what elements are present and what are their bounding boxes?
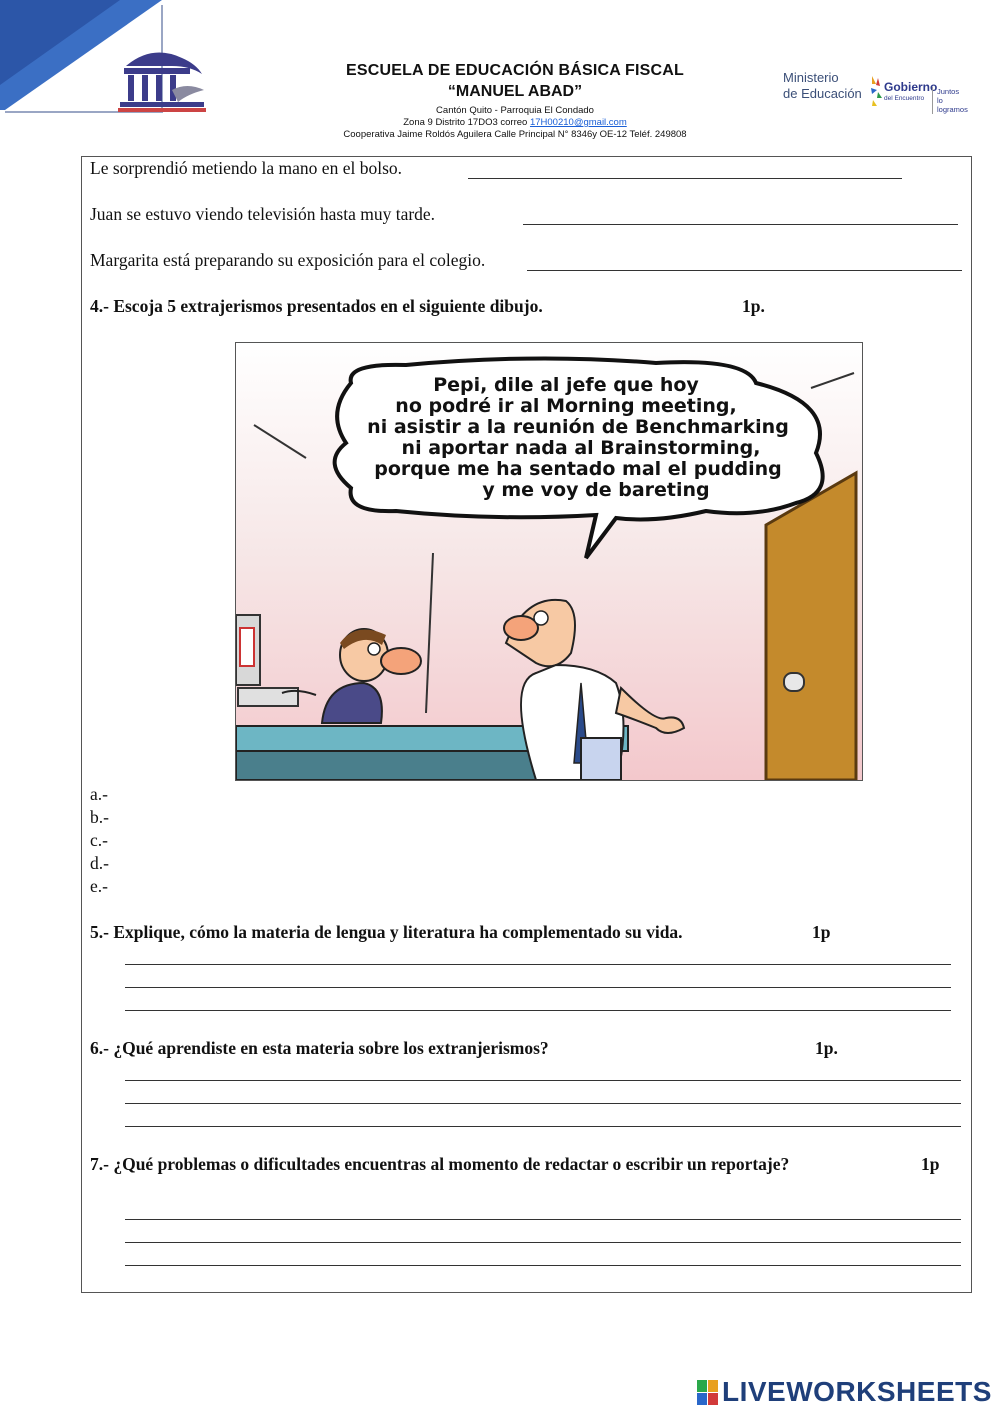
option-c-label: c.- xyxy=(90,830,108,850)
email-link[interactable]: 17H00210@gmail.com xyxy=(529,117,627,128)
option-e-label: e.- xyxy=(90,876,108,896)
address-line3: Cooperativa Jaime Roldós Aguilera Calle Principal N° 8346y OE-12 Teléf. 249808 xyxy=(343,129,687,140)
gov-star-icon xyxy=(868,72,884,112)
question-5-points: 1p xyxy=(812,922,831,942)
liveworksheets-brand: LIVEWORKSHEETS xyxy=(722,1376,992,1407)
cartoon-image xyxy=(235,342,863,781)
answer-line[interactable] xyxy=(125,987,951,988)
school-name-line1: ESCUELA DE EDUCACIÓN BÁSICA FISCAL xyxy=(345,62,685,79)
answer-line[interactable] xyxy=(125,1080,961,1081)
sentence-2: Juan se estuvo viendo televisión hasta muy tarde. xyxy=(90,204,436,224)
ministry-logo: Ministerio de Educación xyxy=(783,70,862,101)
answer-line[interactable] xyxy=(125,1010,951,1011)
answer-line[interactable] xyxy=(125,1219,961,1220)
option-a-label: a.- xyxy=(90,784,108,804)
answer-line[interactable] xyxy=(125,1126,961,1127)
sentence-1: Le sorprendió metiendo la mano en el bolso. xyxy=(90,158,403,178)
school-header xyxy=(280,62,750,141)
question-5: 5.- Explique, cómo la materia de lengua y literatura ha complementado su vida. xyxy=(90,922,683,942)
answer-blank-2[interactable] xyxy=(523,224,958,225)
sentence-3: Margarita está preparando su exposición para el colegio. xyxy=(90,250,486,270)
question-7: 7.- ¿Qué problemas o dificultades encuentras al momento de redactar o escribir un reportaje? xyxy=(90,1154,790,1174)
answer-line[interactable] xyxy=(125,1242,961,1243)
question-7-points: 1p xyxy=(921,1154,940,1174)
speech-line-1: Pepi, dile al jefe que hoy xyxy=(433,374,699,396)
answer-line[interactable] xyxy=(125,964,951,965)
option-d-label: d.- xyxy=(90,853,109,873)
speech-line-6: y me voy de bareting xyxy=(482,479,710,501)
liveworksheets-logo-icon xyxy=(697,1380,719,1406)
option-b-label: b.- xyxy=(90,807,109,827)
speech-line-5: porque me ha sentado mal el pudding xyxy=(374,458,782,480)
government-logo: Gobierno del Encuentro Juntos lo logramos xyxy=(868,68,973,114)
speech-line-2: no podré ir al Morning meeting, xyxy=(395,395,737,417)
answer-blank-3[interactable] xyxy=(527,270,962,271)
answer-line[interactable] xyxy=(125,1103,961,1104)
address-line2: Zona 9 Distrito 17DO3 correo 17H00210@gmail.com xyxy=(403,117,627,128)
address-line1: Cantón Quito - Parroquia El Condado xyxy=(436,105,594,116)
school-name-line2: “MANUEL ABAD” xyxy=(447,83,583,100)
answer-line[interactable] xyxy=(125,1265,961,1266)
speech-line-3: ni asistir a la reunión de Benchmarking xyxy=(367,416,789,438)
question-4-points: 1p. xyxy=(742,296,765,316)
school-logo xyxy=(112,44,208,114)
speech-line-4: ni aportar nada al Brainstorming, xyxy=(401,437,761,459)
door-knob-icon xyxy=(784,673,804,691)
question-6-points: 1p. xyxy=(815,1038,838,1058)
answer-blank-1[interactable] xyxy=(468,178,902,179)
question-4: 4.- Escoja 5 extrajerismos presentados en el siguiente dibujo. xyxy=(90,296,543,316)
question-6: 6.- ¿Qué aprendiste en esta materia sobre los extranjerismos? xyxy=(90,1038,549,1058)
